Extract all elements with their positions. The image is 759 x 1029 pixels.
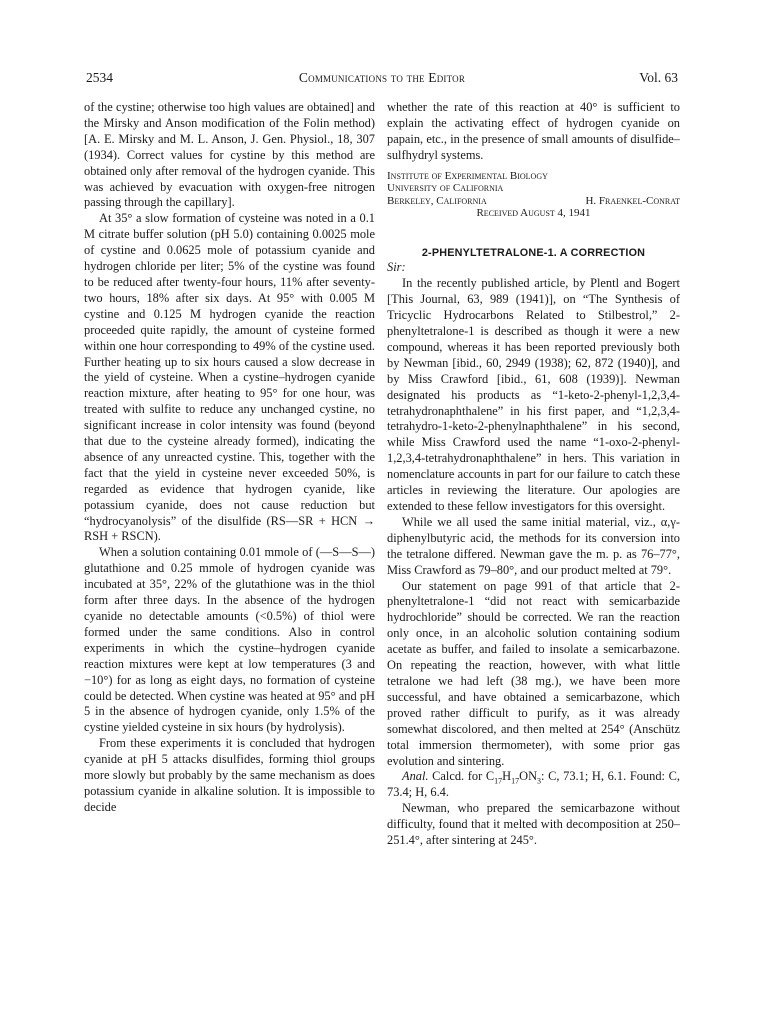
affiliation-line: University of California: [387, 182, 504, 195]
paragraph: In the recently published article, by Plentl and Bogert [This Journal, 63, 989 (1941)], on “The Synthesis of Tricyclic Hydrocarbons Related to Stilbestrol,” 2-phenyltetralone-1 is described as though it were a new compound, whereas it has been reported previously both by Newman [ibid., 60, 2949 (1938); 62, 872 (1940)], and by Miss Crawford [ibid., 61, 608 (1939)]. Newman designated his products as “1-keto-2-phenyl-1,2,3,4-tetrahydronaphthalene” in his first paper, and “1,2,3,4-tetrahydro-1-keto-2-phenylnaphthalene” in his second, while Miss Crawford used the name “1-oxo-2-phenyl-1,2,3,4-tetrahydronaphthalene” in hers. This variation in nomenclature accounts in part for our failure to catch these articles in reviewing the literature. Our apologies are extended to these fellow investigators for this oversight.: [387, 276, 680, 513]
author-name: H. Fraenkel-Conrat: [585, 194, 680, 207]
affiliation-line: Institute of Experimental Biology: [387, 169, 548, 182]
analysis-text: Calcd. for C: [432, 769, 495, 784]
left-column: [84, 100, 375, 816]
author-affiliation: [387, 170, 680, 208]
paragraph: While we all used the same initial material, viz., α,γ-diphenylbutyric acid, the methods for its conversion into the tetralone differed. Newman gave the m. p. as 76–77°, Miss Crawford as 79–80°, and our product melted at 79°.: [387, 514, 680, 577]
analysis-text: H: [502, 769, 512, 784]
paragraph: At 35° a slow formation of cysteine was noted in a 0.1 M citrate buffer solution (pH 5.0) containing 0.0025 mole of cystine and 0.0625 mole of potassium cyanide and hydrogen chloride per liter; 5% of the cystine was found to be reduced after twenty-four hours, 11% after seventy-two hours, 18% after six days. At 95° with 0.005 M cystine and 0.125 M hydrogen cyanide the reaction proceeded quite rapidly, the amount of cysteine formed within one hour corresponding to 49% of the cystine used. Further heating up to six hours caused a slow decrease in the yield of cysteine. When a cystine–hydrogen cyanide reaction mixture, after heating to 95° for one hour, was treated with sulfite to reduce any unchanged cystine, no significant increase in color intensity was found (beyond that due to the cysteine already formed), indicating the absence of any unreacted cystine. This, together with the fact that the yield in cysteine never exceeded 50%, is regarded as evidence that hydrogen cyanide, like potassium cyanide, does not cause reduction but “hydrocyanolysis” of the disulfide (RS—SR + HCN → RSH + RSCN).: [84, 211, 375, 544]
paragraph: Newman, who prepared the semicarbazone without difficulty, found that it melted with decomposition at 250–251.4°, after sintering at 245°.: [387, 801, 680, 848]
subscript: 17: [511, 776, 520, 786]
analysis-line: [387, 769, 680, 801]
affiliation-row: [387, 195, 680, 208]
page-number: 2534: [86, 70, 113, 85]
subscript: 17: [494, 776, 503, 786]
paragraph: whether the rate of this reaction at 40° is sufficient to explain the activating effect of hydrogen cyanide on papain, etc., in the presence of small amounts of disulfide–sulfhydryl systems.: [387, 100, 680, 162]
salutation: Sir:: [387, 260, 406, 275]
right-column: [387, 100, 680, 849]
analysis-text: : C, 73.1; H, 6.1. Found: C, 73.4; H, 6.4.: [387, 769, 680, 800]
paragraph: When a solution containing 0.01 mmole of (—S—S—) glutathione and 0.25 mmole of hydrogen cyanide was incubated at 35°, 22% of the glutathione was in the thiol form after three days. In the absence of the hydrogen cyanide no detectable amounts (<0.5%) of thiol were formed under the same conditions. Also in control experiments in which the cystine–hydrogen cyanide reaction mixtures were kept at low temperatures (3 and −10°) for as long as eight days, no formation of cysteine could be detected. When cystine was heated at 95° and pH 5 in the absence of hydrogen cyanide, only 1.5% of the cystine yielded cysteine in six hours (by hydrolysis).: [84, 545, 375, 735]
paragraph: Our statement on page 991 of that article that 2-phenyltetralone-1 “did not react with semicarbazide hydrochloride” should be corrected. We ran the reaction only once, in an alcoholic solution containing sodium acetate as buffer, and failed to insolate a semicarbazone. On repeating the reaction, however, with what little tetralone we had left (38 mg.), we have been more successful, and have obtained a semicarbazone, which proved rather difficult to purify, as it was already somewhat discolored, and then melted at 254° (Anschütz total immersion thermometer), with some prior gas evolution and sintering.: [387, 578, 680, 768]
analysis-label: Anal.: [402, 769, 429, 784]
paragraph: From these experiments it is concluded that hydrogen cyanide at pH 5 attacks disulfides, forming thiol groups more slowly but probably by the same mechanism as does potassium cyanide in alkaline solution. It is impossible to decide: [84, 736, 375, 814]
volume-label: Vol. 63: [639, 70, 678, 85]
subscript: 3: [537, 776, 542, 786]
article-title: 2-PHENYLTETRALONE-1. A CORRECTION: [421, 247, 646, 260]
running-header: [86, 70, 678, 88]
analysis-text: ON: [519, 769, 538, 784]
affiliation-line: Berkeley, California: [387, 194, 487, 207]
running-title: Communications to the Editor: [298, 70, 466, 85]
received-date: Received August 4, 1941: [476, 207, 591, 220]
paragraph: of the cystine; otherwise too high values are obtained] and the Mirsky and Anson modification of the Folin method) [A. E. Mirsky and M. L. Anson, J. Gen. Physiol., 18, 307 (1934). Correct values for cystine by this method are obtained only after removal of the hydrogen cyanide. This was achieved by evacuation with oxygen-free nitrogen passing through the capillary].: [84, 100, 375, 210]
